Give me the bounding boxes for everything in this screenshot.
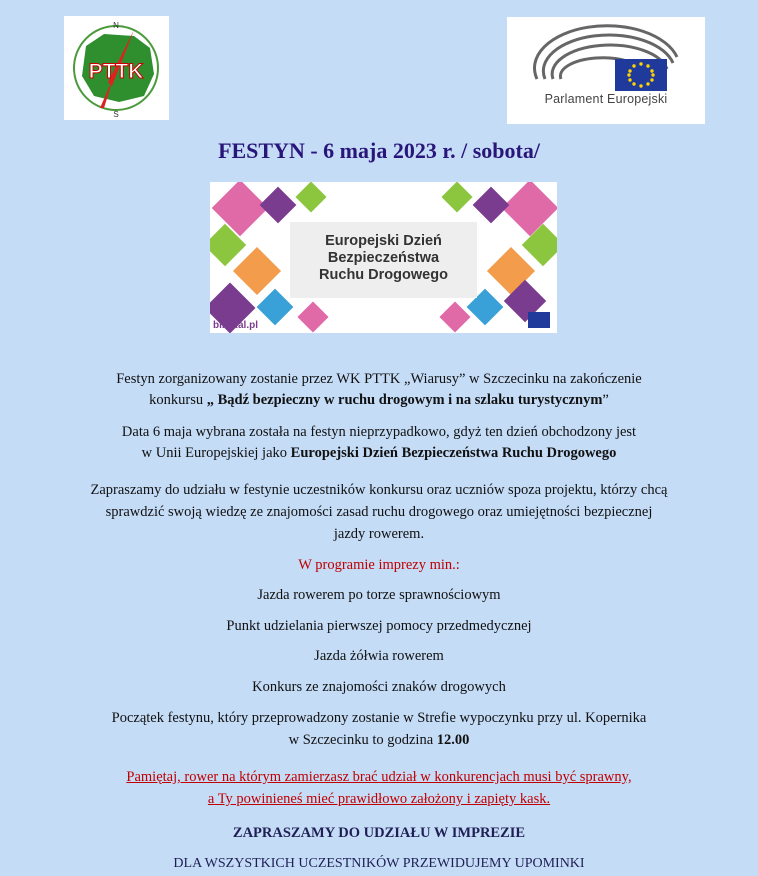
pttk-compass-icon [64, 16, 169, 120]
closing-invite: ZAPRASZAMY DO UDZIAŁU W IMPREZIE [232, 825, 526, 841]
start-line-2 [0, 730, 758, 751]
program-item: Jazda rowerem po torze sprawnościowym [257, 587, 501, 603]
invite-line-2: sprawdzić swoją wiedzę ze znajomości zasad ruchu drogowego oraz umiejętności bezpiecznej [105, 504, 653, 520]
intro-line-2-prefix: konkursu [149, 392, 207, 408]
contest-name: „ Bądź bezpieczny w ruchu drogowym i na szlaku turystycznym [206, 392, 603, 408]
banner-site-label: bimKal.pl [213, 320, 259, 331]
warning-text-1: Pamiętaj, rower na którym zamierzasz brać udział w konkurencjach musi być sprawny, [126, 769, 632, 785]
svg-text:S: S [113, 110, 119, 119]
pttk-logo-text: PTTK [88, 60, 144, 83]
date-line-1: Data 6 maja wybrana została na festyn nieprzypadkowo, gdyż ten dzień obchodzony jest [121, 424, 637, 440]
european-parliament-label: Parlament Europejski [544, 92, 668, 106]
start-line-2-prefix: w Szczecinku to godzina [288, 732, 437, 748]
program-item: Konkurs ze znajomości znaków drogowych [252, 679, 506, 695]
intro-line-2-suffix: ” [602, 392, 609, 408]
pttk-logo [64, 16, 169, 120]
warning-line-1 [0, 767, 758, 788]
banner-title: Europejski Dzień Bezpieczeństwa Ruchu Drogowego [319, 233, 448, 283]
warning-text-2: a Ty powinieneś mieć prawidłowo założony i zapięty kask. [207, 791, 551, 807]
program-heading: W programie imprezy min.: [298, 557, 460, 573]
svg-text:N: N [113, 21, 119, 30]
date-line-2 [0, 443, 758, 464]
warning-line-2 [0, 789, 758, 810]
start-line-1: Początek festynu, który przeprowadzony zostanie w Strefie wypoczynku przy ul. Kopernika [111, 710, 647, 726]
closing-prizes: DLA WSZYSTKICH UCZESTNIKÓW PRZEWIDUJEMY UPOMINKI [173, 856, 585, 871]
intro-line-1: Festyn zorganizowany zostanie przez WK PTTK „Wiarusy” w Szczecinku na zakończenie [116, 371, 642, 387]
european-parliament-logo [507, 17, 705, 124]
intro-line-2 [0, 390, 758, 411]
start-time: 12.00 [436, 732, 470, 748]
parliament-hemicycle-icon [507, 17, 705, 124]
eu-day-name: Europejski Dzień Bezpieczeństwa Ruchu Drogowego [290, 445, 617, 461]
event-banner [210, 182, 557, 333]
program-item: Punkt udzielania pierwszej pomocy przedmedycznej [226, 618, 532, 634]
invite-line-3: jazdy rowerem. [333, 526, 425, 542]
date-line-2-prefix: w Unii Europejskiej jako [141, 445, 291, 461]
page-title: FESTYN - 6 maja 2023 r. / sobota/ [218, 138, 540, 163]
invite-line-1: Zapraszamy do udziału w festynie uczestników konkursu oraz uczniów spoza projektu, którzy chcą [90, 482, 668, 498]
program-item: Jazda żółwia rowerem [314, 648, 444, 664]
